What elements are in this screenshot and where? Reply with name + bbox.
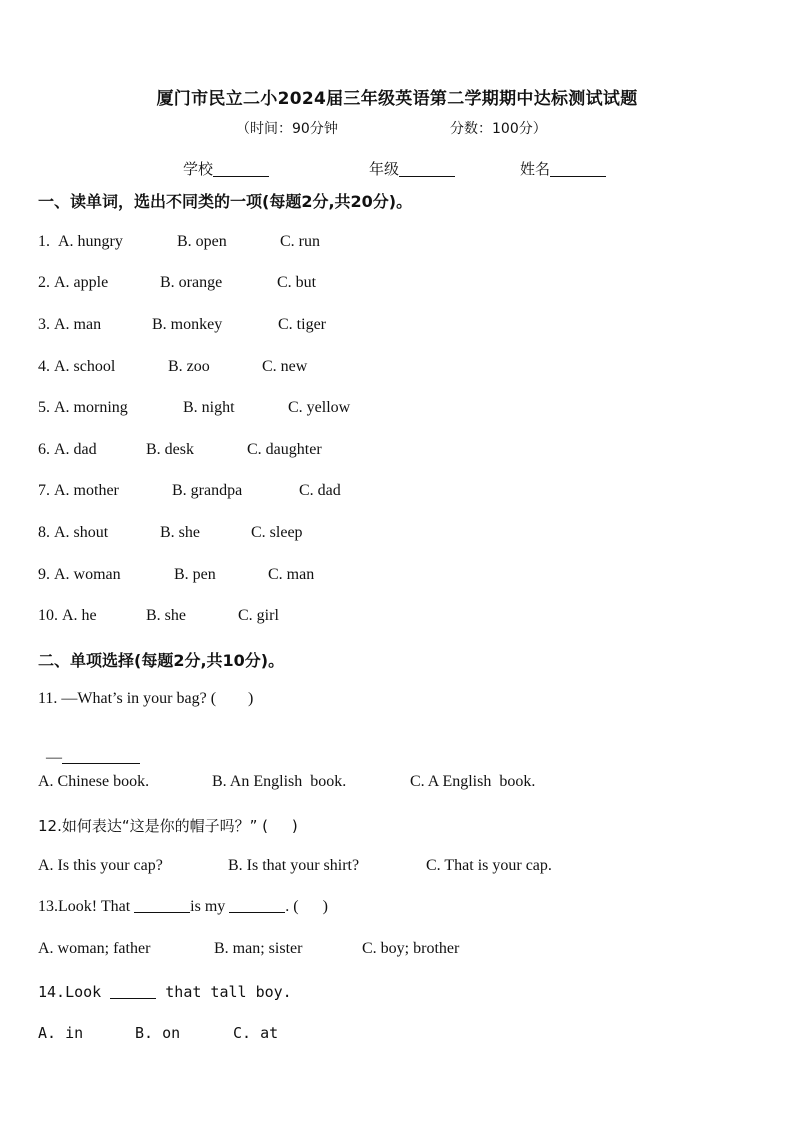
q14-blank[interactable] [110, 984, 156, 999]
school-label: 学校 [183, 160, 214, 178]
question-12-text: 12.如何表达“这是你的帽子吗？” ( ) [38, 817, 298, 835]
q14-option-a[interactable]: A. in [38, 1024, 84, 1042]
q13-blank-1[interactable] [134, 898, 190, 913]
total-score: 分数：100分） [450, 121, 547, 137]
question-11-text: 11. —What’s in your bag? ( ) [38, 690, 254, 707]
option-b[interactable]: B. pen [174, 566, 216, 583]
question-number: 8. [38, 524, 50, 541]
q12-option-c[interactable]: C. That is your cap. [426, 857, 552, 874]
option-a[interactable]: A. dad [54, 441, 97, 458]
section1-heading: 一、读单词，选出不同类的一项(每题2分,共20分)。 [38, 192, 413, 211]
name-blank[interactable] [550, 160, 606, 177]
question-number: 10. [38, 607, 58, 624]
question-number: 4. [38, 358, 50, 375]
q14-option-c[interactable]: C. at [233, 1024, 279, 1042]
q14-text-part1: 14.Look [38, 983, 111, 1001]
option-a[interactable]: A. hungry [58, 233, 123, 250]
option-b[interactable]: B. grandpa [172, 482, 243, 499]
question-number: 6. [38, 441, 50, 458]
option-c[interactable]: C. girl [238, 607, 279, 624]
q13-text-part3: . ( ) [285, 898, 328, 915]
option-b[interactable]: B. monkey [152, 316, 223, 333]
option-a[interactable]: A. school [54, 358, 116, 375]
q13-text-part2: is my [190, 898, 230, 915]
exam-title: 厦门市民立二小2024届三年级英语第二学期期中达标测试试题 [156, 89, 638, 109]
option-c[interactable]: C. yellow [288, 399, 351, 416]
option-b[interactable]: B. orange [160, 274, 223, 291]
q13-option-a[interactable]: A. woman; father [38, 940, 151, 957]
q11-option-a[interactable]: A. Chinese book. [38, 773, 150, 790]
option-c[interactable]: C. sleep [251, 524, 303, 541]
option-a[interactable]: A. mother [54, 482, 119, 499]
question-13-text [38, 898, 328, 916]
q14-text-part2: that tall boy. [156, 983, 292, 1001]
option-c[interactable]: C. tiger [278, 316, 326, 333]
question-number: 9. [38, 566, 50, 583]
q13-blank-2[interactable] [229, 898, 285, 913]
option-a[interactable]: A. he [62, 607, 97, 624]
q11-option-c[interactable]: C. A English book. [410, 773, 536, 790]
time-limit: （时间：90分钟 [236, 121, 338, 137]
option-c[interactable]: C. run [280, 233, 320, 250]
question-14-text [38, 983, 292, 1001]
option-c[interactable]: C. man [268, 566, 315, 583]
q12-option-a[interactable]: A. Is this your cap? [38, 857, 163, 874]
q13-text-part1: 13.Look! That [38, 898, 135, 915]
q13-option-b[interactable]: B. man; sister [214, 940, 303, 957]
option-b[interactable]: B. night [183, 399, 235, 416]
question-number: 5. [38, 399, 50, 416]
school-field[interactable] [183, 158, 269, 179]
section2-heading: 二、单项选择(每题2分,共10分)。 [38, 651, 285, 670]
question-number: 7. [38, 482, 50, 499]
question-number: 2. [38, 274, 50, 291]
q13-option-c[interactable]: C. boy; brother [362, 940, 460, 957]
answer-blank[interactable] [62, 749, 140, 764]
option-c[interactable]: C. new [262, 358, 308, 375]
question-number: 3. [38, 316, 50, 333]
option-c[interactable]: C. dad [299, 482, 341, 499]
q14-option-b[interactable]: B. on [135, 1024, 181, 1042]
name-label: 姓名 [520, 160, 551, 178]
option-b[interactable]: B. desk [146, 441, 194, 458]
question-11-answer-line[interactable] [38, 731, 140, 767]
grade-blank[interactable] [399, 160, 455, 177]
option-a[interactable]: A. man [54, 316, 102, 333]
q12-option-b[interactable]: B. Is that your shirt? [228, 857, 360, 874]
option-c[interactable]: C. daughter [247, 441, 322, 458]
option-b[interactable]: B. she [160, 524, 200, 541]
option-b[interactable]: B. she [146, 607, 186, 624]
option-b[interactable]: B. zoo [168, 358, 210, 375]
name-field[interactable] [520, 158, 606, 179]
answer-dash: — [46, 749, 62, 766]
option-a[interactable]: A. apple [54, 274, 109, 291]
option-c[interactable]: C. but [277, 274, 317, 291]
option-a[interactable]: A. morning [54, 399, 128, 416]
grade-field[interactable] [369, 158, 455, 179]
question-number: 1. [38, 233, 54, 250]
option-a[interactable]: A. shout [54, 524, 109, 541]
school-blank[interactable] [213, 160, 269, 177]
grade-label: 年级 [369, 160, 400, 178]
option-b[interactable]: B. open [177, 233, 227, 250]
option-a[interactable]: A. woman [54, 566, 121, 583]
q11-option-b[interactable]: B. An English book. [212, 773, 347, 790]
